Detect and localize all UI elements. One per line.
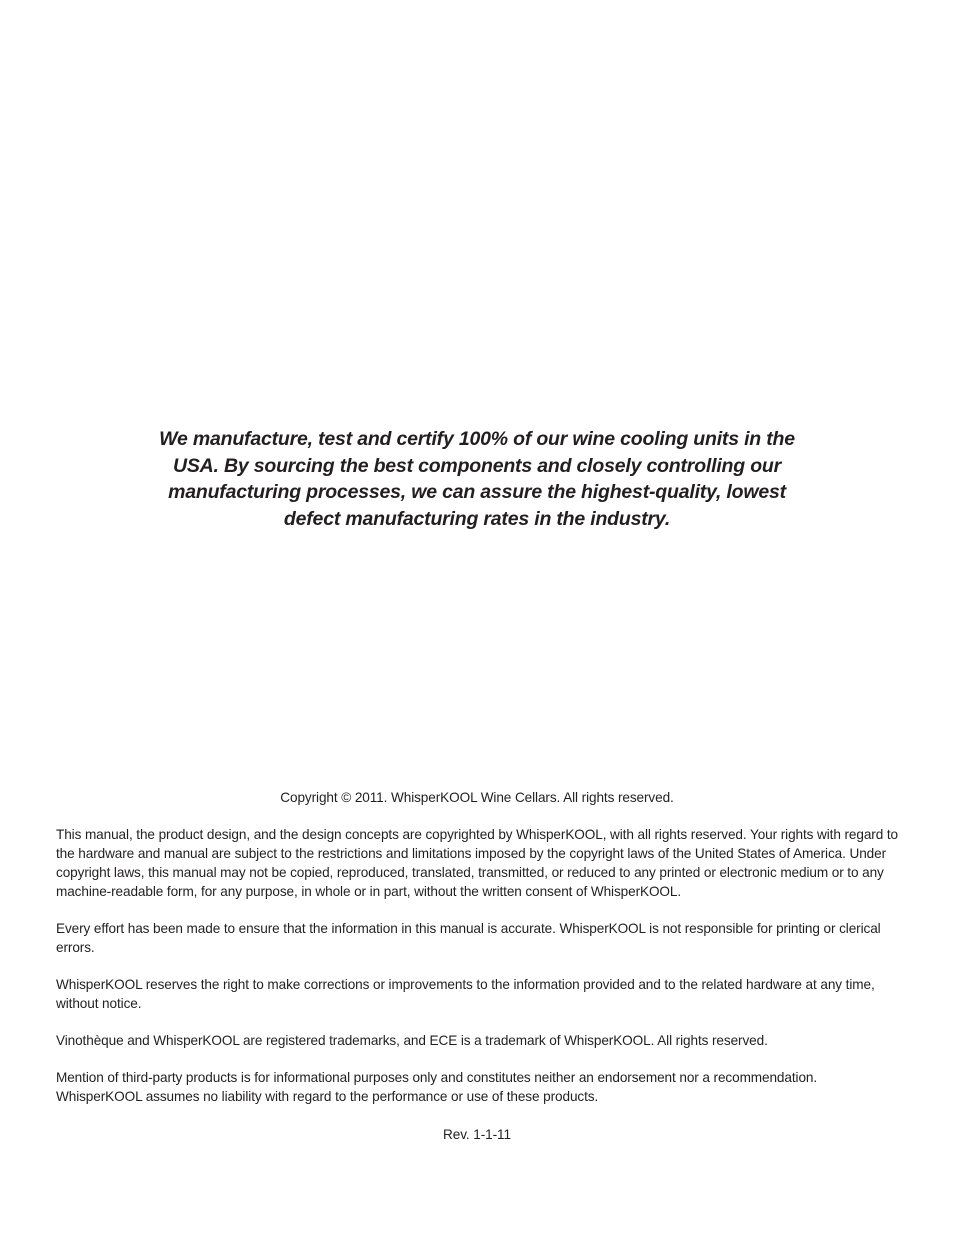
corrections-paragraph: WhisperKOOL reserves the right to make corrections or improvements to the information provided and to the related hardware at any time, without notice. (56, 977, 875, 1011)
copyright-paragraph: This manual, the product design, and the design concepts are copyrighted by WhisperKOOL, with all rights reserved. Your rights with regard to the hardware and manual are subject to the restrictions and limitations imposed by the copyright laws of the United States of America. Under copyright laws, this manual may not be copied, reproduced, translated, transmitted, or reduced to any printed or electronic medium or to any machine-readable form, for any purpose, in whole or in part, without the written consent of WhisperKOOL. (56, 827, 899, 899)
third-party-paragraph: Mention of third-party products is for informational purposes only and constitutes neither an endorsement nor a recommendation. WhisperKOOL assumes no liability with regard to the performance or use of these products. (56, 1070, 818, 1105)
revision-label: Rev. 1-1-11 (443, 1126, 511, 1142)
accuracy-paragraph: Every effort has been made to ensure that the information in this manual is accurate. WhisperKOOL is not responsible for printing or clerical errors. (56, 920, 881, 955)
trademarks-paragraph: Vinothèque and WhisperKOOL are registered trademarks, and ECE is a trademark of WhisperKOOL. All rights reserved. (56, 1033, 768, 1049)
copyright-line: Copyright © 2011. WhisperKOOL Wine Cellars. All rights reserved. (280, 790, 674, 805)
legal-notice (56, 789, 898, 1163)
manufacturing-tagline: We manufacture, test and certify 100% of our wine cooling units in the USA. By sourcing the best components and closely controlling our manufacturing processes, we can assure the highest-quality, lowest defect manufacturing rates in the industry. (159, 428, 795, 530)
